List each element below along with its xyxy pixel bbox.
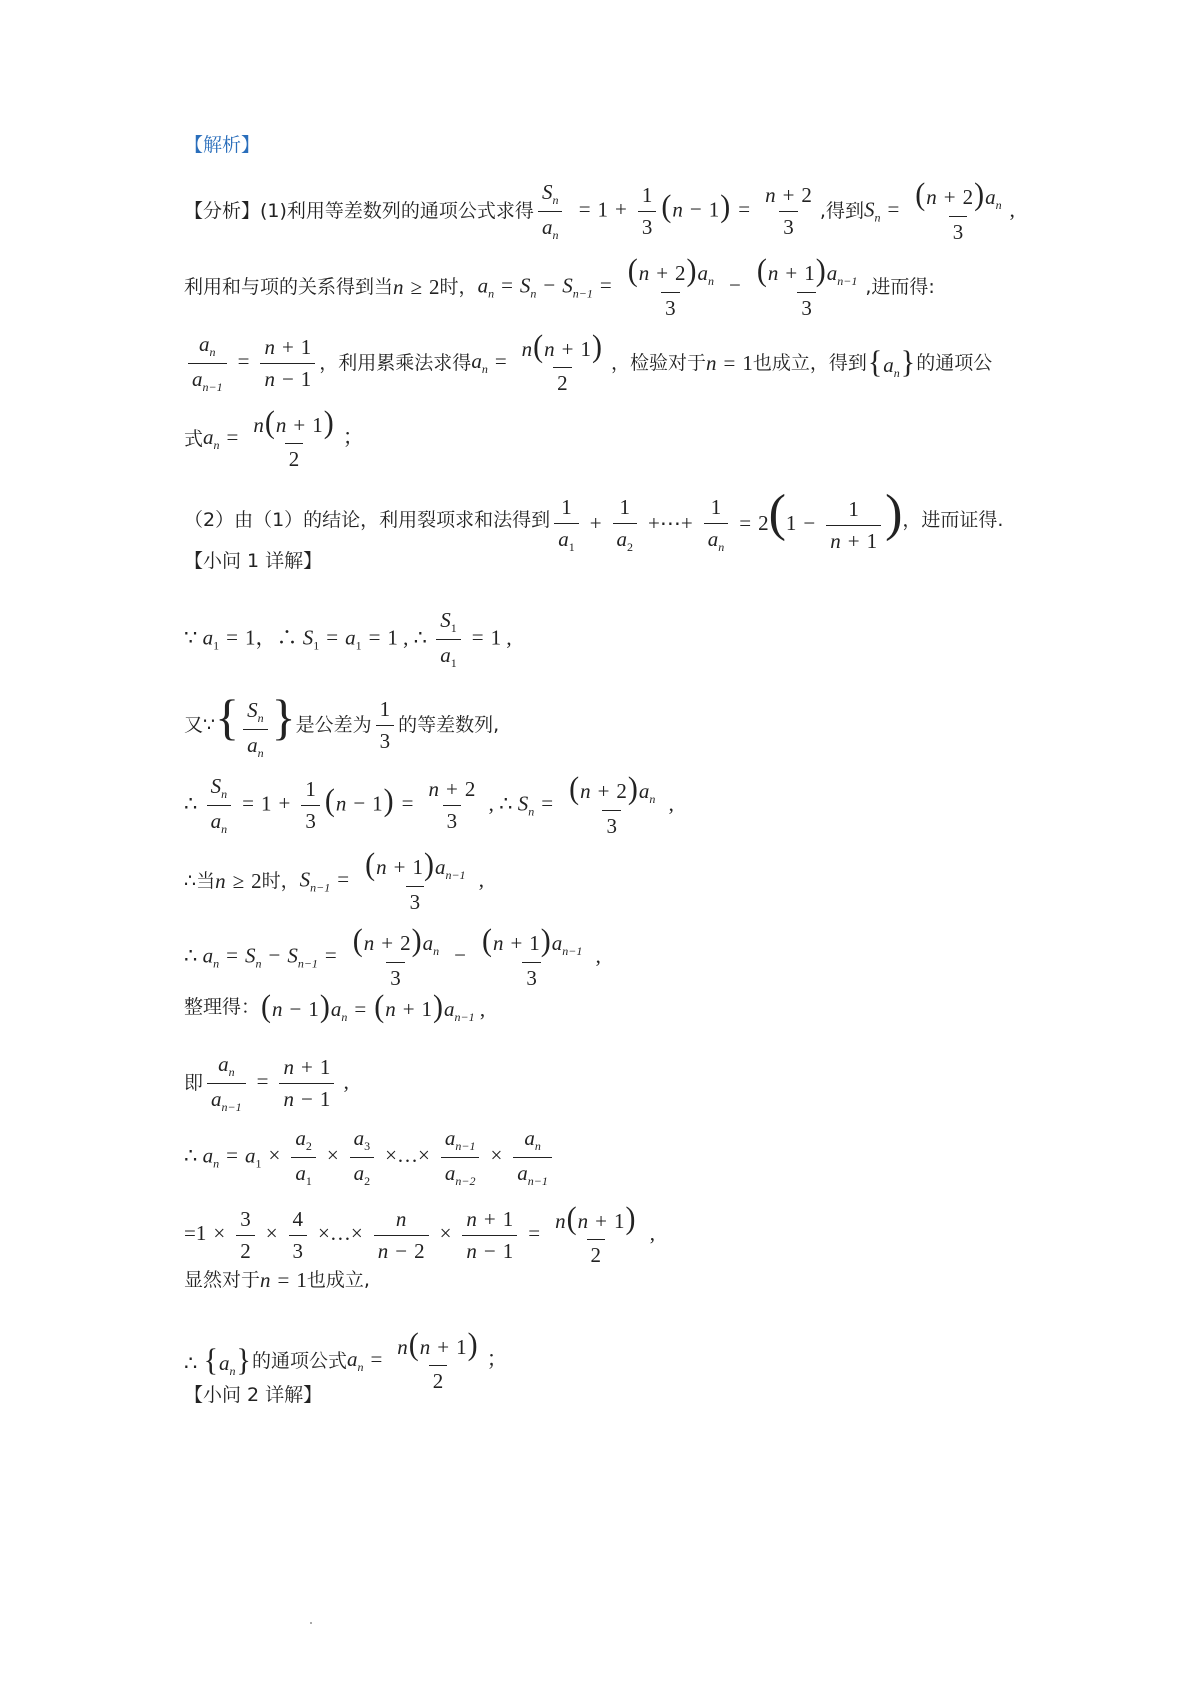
analysis-p2-when: 时，: [439, 276, 478, 298]
formula-step3: ∴ $\frac{S_n}{a_n}$ = 1 + $\frac{1}{3}$ (n − 1) = $\frac{n + 2}{3}$ , ∴ $S_n$ = $\frac{(n + 2)a_n}{3}$ ,: [184, 771, 674, 838]
analysis-p5-intro: （2）由（1）的结论，利用裂项求和法得到: [184, 509, 551, 532]
analysis-line-3: [184, 329, 1050, 395]
jiexi-heading: 【解析】: [184, 134, 261, 156]
formula-step9: =1 × $\frac{3}{2}$ × $\frac{4}{3}$ ×…× $\frac{n}{n - 2}$ × $\frac{n + 1}{n - 1}$ = $\frac{n(n + 1)}{2}$ ,: [184, 1201, 655, 1267]
formula-seq-sn-an: { $\frac{S_n}{a_n}$ }: [215, 689, 296, 760]
analysis-p2-intro: 利用和与项的关系得到当: [184, 276, 394, 298]
part1-step-6: [184, 989, 1050, 1024]
part1-step-7: [184, 1054, 1050, 1113]
formula-ratio: $\frac{a_n}{a_{n-1}}$ = $\frac{n + 1}{n - 1}$: [184, 334, 319, 393]
formula-step7: $\frac{a_n}{a_{n-1}}$ = $\frac{n + 1}{n - 1}$ ,: [203, 1054, 349, 1113]
part1-s10-text1: 显然对于: [184, 1269, 261, 1291]
formula-an-final: $a_n$ = $\frac{n(n + 1)}{2}$ ；: [346, 1327, 508, 1393]
part1-step-3: [184, 771, 1050, 838]
analysis-p3-tail2: 的通项公: [916, 351, 993, 374]
part1-s2-mid: 是公差为: [295, 713, 372, 736]
analysis-line-4: [184, 405, 1050, 471]
analysis-line-5: [184, 485, 1050, 555]
formula-sn: $S_n$ = $\frac{(n + 2)a_n}{3}$ ,: [863, 177, 1015, 244]
analysis-line-1: [184, 177, 1050, 244]
part1-s4-when: 时，: [261, 870, 300, 892]
analysis-p2-tail: ,进而得:: [865, 276, 935, 298]
part1-step-4: [184, 847, 1050, 914]
jiexi-heading-line: [184, 136, 1050, 155]
part1-step-5: [184, 923, 1050, 990]
part1-step-10: [184, 1270, 1050, 1291]
part1-step-2: [184, 689, 1050, 760]
formula-an-diff: $a_n = S_n - S_{n-1}$ = $\frac{(n + 2)a_n}{3}$ − $\frac{(n + 1)a_{n-1}}{3}$: [477, 253, 858, 320]
part2-heading-line: [184, 1386, 1050, 1405]
part1-s4-intro: ∴当: [184, 870, 216, 892]
part1-step-11: [184, 1327, 1050, 1393]
part2-heading: 【小问 2 详解】: [184, 1384, 323, 1406]
formula-an-general: $a_n$ = $\frac{n(n + 1)}{2}$ ；: [203, 405, 364, 471]
part1-s2-tail: 的等差数列,: [398, 713, 500, 736]
formula-step8: ∴ $a_n = a_1$ × $\frac{a_2}{a_1}$ × $\frac{a_3}{a_2}$ ×…× $\frac{a_{n-1}}{a_{n-2}}$ × $\frac{a_n}{a_{n-1}}$: [184, 1128, 556, 1187]
page-speck: [310, 1622, 312, 1624]
part1-s6-intro: 整理得：: [184, 996, 261, 1018]
formula-sum-reciprocals: $\frac{1}{a_1}$ + $\frac{1}{a_2}$ +⋯+ $\frac{1}{a_n}$ = 2(1 − $\frac{1}{n + 1}$ ): [550, 488, 902, 553]
formula-sn-over-an: $\frac{S_n}{a_n}$ = 1 + $\frac{1}{3}$ (n − 1) = $\frac{n + 2}{3}$: [534, 182, 820, 241]
formula-sn-minus-1: $S_{n-1}$ = $\frac{(n + 1)a_{n-1}}{3}$ ,: [299, 847, 485, 914]
part1-s2-intro: 又∵: [184, 713, 216, 736]
analysis-p3-tail1: 也成立，得到: [752, 351, 867, 374]
analysis-p1-intro: (1)利用等差数列的通项公式求得: [260, 200, 534, 222]
analysis-p4-intro: 式: [184, 427, 204, 450]
analysis-p3-check: ，检验对于: [611, 351, 707, 374]
part1-s11-tail: 的通项公式: [251, 1349, 347, 1372]
analysis-line-2: [184, 253, 1050, 320]
part1-s7-intro: 即: [184, 1072, 204, 1094]
part1-heading: 【小问 1 详解】: [184, 550, 323, 572]
formula-set-an: $\{a_n\}$: [867, 344, 916, 380]
formula-step6: $(n - 1)a_n = (n + 1)a_{n-1}$ ,: [261, 989, 486, 1024]
analysis-label: 【分析】: [184, 200, 261, 222]
formula-n-eq-1-b: n = 1: [260, 1268, 307, 1292]
formula-set-an-b: ∴ $\{a_n\}$: [184, 1342, 251, 1378]
part1-step-1: [184, 610, 1050, 669]
part1-s10-text2: 也成立,: [306, 1269, 370, 1291]
part1-step-9: [184, 1201, 1050, 1267]
formula-n-ge-2-b: n ≥ 2: [215, 869, 262, 893]
analysis-p1-mid: ,得到: [819, 200, 864, 222]
formula-one-third: $\frac{1}{3}$: [372, 699, 399, 752]
part1-heading-line: [184, 552, 1050, 571]
formula-step5: ∴ $a_n = S_n - S_{n-1}$ = $\frac{(n + 2)a_n}{3}$ − $\frac{(n + 1)a_{n-1}}{3}$ ,: [184, 923, 601, 990]
formula-step1: ∵ $a_1 = 1$，∴ $S_1 = a_1 = 1$ , ∴ $\frac{S_1}{a_1}$ = 1 ,: [184, 608, 512, 670]
formula-n-eq-1: n = 1: [706, 350, 753, 375]
formula-an-result: $a_n$ = $\frac{n(n + 1)}{2}$: [471, 329, 602, 395]
analysis-p5-tail: ，进而证得.: [902, 509, 1004, 532]
analysis-p3-mid: ，利用累乘法求得: [319, 351, 472, 374]
part1-step-8: [184, 1128, 1050, 1187]
formula-n-ge-2: n ≥ 2: [393, 275, 440, 299]
